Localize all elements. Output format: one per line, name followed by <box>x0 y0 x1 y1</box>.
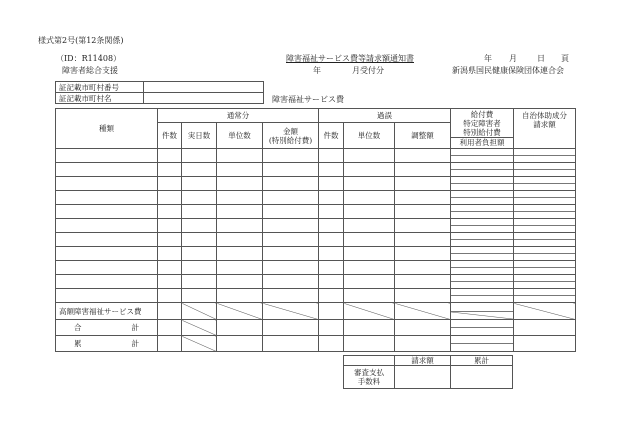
local-label-2: 請求額 <box>533 120 556 129</box>
cell <box>182 205 217 219</box>
cell <box>158 149 182 163</box>
cell <box>158 191 182 205</box>
date-page: 頁 <box>561 54 569 63</box>
cell-split <box>451 303 514 320</box>
header-kind: 種類 <box>56 109 158 149</box>
cell <box>56 163 158 177</box>
total-label-1: 合 <box>74 323 82 332</box>
cell <box>217 163 263 177</box>
cell-diagonal <box>395 303 451 320</box>
benefit-label-3: 特別給付費 <box>463 128 501 137</box>
header-local <box>514 109 576 149</box>
amount-sub-label: (特別給付費) <box>268 135 313 145</box>
cell <box>319 191 344 205</box>
cell <box>395 177 451 191</box>
cell <box>514 177 576 191</box>
cell <box>319 320 344 336</box>
header-normal: 通常分 <box>158 109 319 123</box>
cell <box>451 261 514 275</box>
cell <box>514 205 576 219</box>
cell <box>344 320 395 336</box>
total-label-2: 計 <box>131 323 139 332</box>
cell <box>514 289 576 303</box>
cell-diagonal <box>217 303 263 320</box>
cell <box>56 177 158 191</box>
cell-diagonal <box>344 303 395 320</box>
cell <box>263 275 319 289</box>
cell <box>319 149 344 163</box>
cell <box>451 163 514 177</box>
reception-year: 年 <box>313 66 321 75</box>
cell <box>217 320 263 336</box>
section-label: 障害福祉サービス費 <box>272 95 344 104</box>
cell <box>56 149 158 163</box>
cell <box>451 219 514 233</box>
cell <box>395 233 451 247</box>
cell <box>263 261 319 275</box>
header-normal-amount <box>263 123 319 149</box>
benefit-label-2: 特定障害者 <box>463 119 501 128</box>
cumulative-label <box>56 336 158 352</box>
benefit-label-1: 給付費 <box>470 110 494 119</box>
cell <box>344 336 395 352</box>
cell <box>217 289 263 303</box>
cell <box>158 275 182 289</box>
cell <box>344 177 395 191</box>
fee-cumulative-header: 累計 <box>451 356 513 366</box>
form-number: 様式第2号(第12条関係) <box>38 36 124 45</box>
cell <box>395 191 451 205</box>
cell-diagonal <box>514 303 576 320</box>
fee-label-1: 審査支払 <box>354 368 384 377</box>
cell <box>319 336 344 352</box>
cell <box>263 247 319 261</box>
cell <box>514 336 576 352</box>
cell <box>319 247 344 261</box>
header-error: 過誤 <box>319 109 451 123</box>
cell <box>344 191 395 205</box>
cell <box>217 219 263 233</box>
page-title: 障害福祉サービス費等請求額通知書 <box>286 54 414 63</box>
cumulative-label-1: 累 <box>74 339 82 348</box>
cell <box>344 275 395 289</box>
date-year: 年 <box>484 54 492 63</box>
table-row <box>56 289 576 303</box>
cell <box>217 261 263 275</box>
cell-split <box>451 336 514 352</box>
cell <box>217 191 263 205</box>
cell <box>395 163 451 177</box>
header-normal-count: 件数 <box>158 123 182 149</box>
cell <box>263 233 319 247</box>
fee-claim-header: 請求額 <box>395 356 451 366</box>
table-row <box>56 163 576 177</box>
fee-corner <box>344 356 395 366</box>
cell <box>451 149 514 163</box>
fee-table <box>343 355 513 389</box>
cell-diagonal <box>182 336 217 352</box>
cumulative-label-2: 計 <box>131 339 139 348</box>
cell <box>514 247 576 261</box>
cell <box>395 289 451 303</box>
cell <box>217 149 263 163</box>
cell <box>344 163 395 177</box>
cell <box>158 336 182 352</box>
cell <box>344 149 395 163</box>
cell <box>395 275 451 289</box>
cell <box>395 219 451 233</box>
cell <box>514 275 576 289</box>
cell <box>514 219 576 233</box>
cell <box>344 233 395 247</box>
cell <box>451 275 514 289</box>
cell <box>451 205 514 219</box>
municipality-name-field[interactable] <box>144 93 264 104</box>
cell <box>56 191 158 205</box>
municipality-name-label: 証記載市町村名 <box>56 93 144 104</box>
cell <box>514 233 576 247</box>
cell <box>344 205 395 219</box>
date-month: 月 <box>509 54 517 63</box>
cell <box>56 275 158 289</box>
cell <box>158 261 182 275</box>
user-burden-label: 利用者負担額 <box>451 137 513 147</box>
cell <box>319 289 344 303</box>
cell <box>319 177 344 191</box>
table-row <box>56 149 576 163</box>
cell <box>182 149 217 163</box>
header-benefit <box>451 109 514 149</box>
cell-diagonal <box>182 320 217 336</box>
cell <box>263 219 319 233</box>
issuer: 新潟県国民健康保険団体連合会 <box>452 66 564 75</box>
table-row <box>56 191 576 205</box>
cell <box>263 177 319 191</box>
local-label-1: 自治体助成分 <box>522 111 568 120</box>
municipality-table <box>55 81 264 104</box>
cell <box>319 261 344 275</box>
cell <box>344 261 395 275</box>
cell <box>158 205 182 219</box>
reception-month: 月受付分 <box>352 66 384 75</box>
date-day: 日 <box>537 54 545 63</box>
cell <box>319 205 344 219</box>
cell <box>514 149 576 163</box>
fee-label-2: 手数料 <box>357 377 381 386</box>
municipality-number-label: 証記載市町村番号 <box>56 82 144 93</box>
high-cost-label: 高額障害福祉サービス費 <box>56 303 158 320</box>
cell <box>158 163 182 177</box>
cell <box>344 219 395 233</box>
cell <box>217 177 263 191</box>
cell <box>451 289 514 303</box>
table-row <box>56 275 576 289</box>
cell <box>217 275 263 289</box>
id-label: （ID：R11408） <box>56 54 122 63</box>
cell <box>395 205 451 219</box>
cell <box>182 289 217 303</box>
cell <box>217 233 263 247</box>
cell <box>182 191 217 205</box>
header-error-units: 単位数 <box>344 123 395 149</box>
cell <box>56 289 158 303</box>
cell <box>263 336 319 352</box>
cell <box>182 219 217 233</box>
cell <box>182 233 217 247</box>
cell <box>451 233 514 247</box>
cell <box>344 289 395 303</box>
cell <box>56 205 158 219</box>
amount-label: 金額 <box>283 126 298 136</box>
cell-diagonal <box>263 303 319 320</box>
fee-label <box>344 366 395 389</box>
cell <box>395 149 451 163</box>
cell <box>319 163 344 177</box>
cell <box>158 233 182 247</box>
cell <box>319 233 344 247</box>
fee-cumulative-cell <box>451 366 513 389</box>
table-row <box>56 233 576 247</box>
cell <box>263 320 319 336</box>
cell <box>319 275 344 289</box>
cell <box>263 289 319 303</box>
table-row <box>56 261 576 275</box>
header-error-count: 件数 <box>319 123 344 149</box>
table-row <box>56 219 576 233</box>
table-row <box>56 177 576 191</box>
cell <box>451 191 514 205</box>
municipality-number-field[interactable] <box>144 82 264 93</box>
cell <box>182 275 217 289</box>
cell <box>263 149 319 163</box>
cell <box>56 233 158 247</box>
cell <box>56 261 158 275</box>
cell <box>514 163 576 177</box>
cell <box>217 247 263 261</box>
cell <box>451 247 514 261</box>
table-row <box>56 247 576 261</box>
cell <box>217 336 263 352</box>
cell <box>514 320 576 336</box>
cell <box>158 289 182 303</box>
cell <box>158 247 182 261</box>
header-normal-units: 単位数 <box>217 123 263 149</box>
cell <box>451 177 514 191</box>
cell <box>217 205 263 219</box>
total-label <box>56 320 158 336</box>
cell <box>182 177 217 191</box>
cell <box>319 303 344 320</box>
cell <box>263 191 319 205</box>
cell <box>395 320 451 336</box>
cell-diagonal <box>182 303 217 320</box>
cell <box>514 261 576 275</box>
header-error-adjust: 調整額 <box>395 123 451 149</box>
cell <box>395 261 451 275</box>
cell <box>514 191 576 205</box>
cell <box>263 205 319 219</box>
cell-split <box>451 320 514 336</box>
cell <box>344 247 395 261</box>
table-row <box>56 205 576 219</box>
cell <box>56 219 158 233</box>
cell <box>395 247 451 261</box>
cell <box>158 177 182 191</box>
service-type: 障害者総合支援 <box>62 66 118 75</box>
cell <box>395 336 451 352</box>
header-normal-days: 実日数 <box>182 123 217 149</box>
cell <box>263 163 319 177</box>
claim-table <box>55 108 576 352</box>
fee-claim-cell <box>395 366 451 389</box>
cell <box>56 247 158 261</box>
cell <box>158 303 182 320</box>
cell <box>158 219 182 233</box>
cell <box>158 320 182 336</box>
cell <box>319 219 344 233</box>
cell <box>182 261 217 275</box>
cell <box>182 163 217 177</box>
cell <box>182 247 217 261</box>
